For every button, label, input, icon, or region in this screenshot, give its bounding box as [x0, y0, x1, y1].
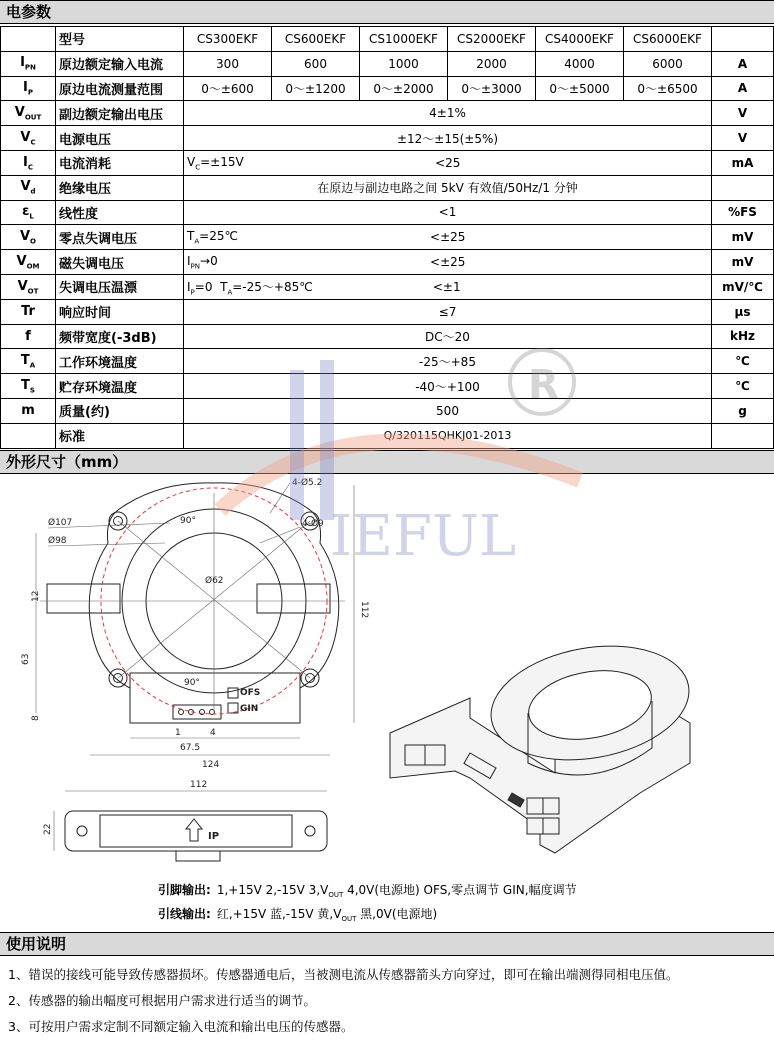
table-row: [1, 274, 774, 299]
param-name: 绝缘电压: [56, 175, 184, 200]
unit: mA: [712, 150, 774, 175]
cell-value: 0～±600: [184, 76, 272, 101]
param-name: 磁失调电压: [56, 250, 184, 275]
cell-value: -40～+100: [184, 374, 712, 399]
table-row: [1, 250, 774, 275]
sensor-3d-view: [390, 631, 698, 853]
table-row: [1, 51, 774, 76]
dim-d107: Ø107: [48, 518, 73, 528]
section-title-usage: 使用说明: [0, 932, 774, 956]
cell-value: -25～+85: [184, 349, 712, 374]
unit: mV: [712, 250, 774, 275]
table-row: [1, 150, 774, 175]
model-name: CS4000EKF: [536, 27, 624, 52]
cell-value: 0～±2000: [360, 76, 448, 101]
cell-value: 2000: [448, 51, 536, 76]
cell-value: 0～±1200: [272, 76, 360, 101]
table-row: [1, 349, 774, 374]
dim-d62: Ø62: [205, 576, 224, 586]
unit: [712, 175, 774, 200]
param-name: 原边额定输入电流: [56, 51, 184, 76]
cell-value: <±25: [272, 250, 712, 275]
cell-value: 0～±6500: [624, 76, 712, 101]
table-row-header: [1, 27, 774, 52]
dim-67-5: 67.5: [180, 743, 201, 753]
watermark-text: IEFUL: [330, 504, 517, 569]
param-name: 零点失调电压: [56, 225, 184, 250]
cell-value: <±25: [272, 225, 712, 250]
cell-value: 6000: [624, 51, 712, 76]
cell-value: ±12～±15(±5%): [184, 126, 712, 151]
dim-hole2: 4-Ø9: [302, 519, 324, 529]
dim-112-horizontal: 112: [190, 780, 208, 790]
cell-value: DC～20: [184, 324, 712, 349]
cell-value: 4000: [536, 51, 624, 76]
unit: V: [712, 126, 774, 151]
table-row: [1, 374, 774, 399]
table-row: [1, 324, 774, 349]
symbol: m: [1, 398, 56, 423]
unit: ℃: [712, 349, 774, 374]
symbol: $I_C$: [1, 150, 56, 175]
dim-angle: 90°: [184, 678, 200, 688]
symbol: $V_{OM}$: [1, 250, 56, 275]
symbol: $V_d$: [1, 175, 56, 200]
param-name: 标准: [56, 423, 184, 448]
param-name: 电源电压: [56, 126, 184, 151]
outline-drawing: [0, 473, 774, 935]
symbol: $V_{OT}$: [1, 274, 56, 299]
condition: $V_C=\pm 15V$: [184, 150, 272, 175]
cell-value: 1000: [360, 51, 448, 76]
cell-value: <25: [272, 150, 712, 175]
cell-value: ≤7: [184, 299, 712, 324]
param-name: 电流消耗: [56, 150, 184, 175]
unit: ℃: [712, 374, 774, 399]
symbol: Tr: [1, 299, 56, 324]
ip-arrow-label: IP: [208, 831, 220, 842]
param-name: 工作环境温度: [56, 349, 184, 374]
dim-124: 124: [202, 760, 220, 770]
model-name: CS2000EKF: [448, 27, 536, 52]
param-name: 失调电压温漂: [56, 274, 184, 299]
symbol: $I_{PN}$: [1, 51, 56, 76]
ofs-label: OFS: [240, 688, 261, 698]
table-row: [1, 423, 774, 448]
section-title-params: 电参数: [0, 0, 774, 24]
dim-22: 22: [43, 823, 53, 835]
unit: μs: [712, 299, 774, 324]
cell-value: 4±1%: [184, 101, 712, 126]
lead-output-line: 引线输出: 红,+15V 蓝,-15V 黄$,V_{OUT}$ 黑,0V(电源地): [158, 907, 438, 923]
dim-d98: Ø98: [48, 536, 67, 546]
dim-12: 12: [31, 590, 41, 602]
table-row: [1, 200, 774, 225]
symbol: $V_O$: [1, 225, 56, 250]
section-title-dimensions: 外形尺寸（mm）: [0, 450, 774, 474]
unit: A: [712, 51, 774, 76]
param-name: 响应时间: [56, 299, 184, 324]
cell-value: 0～±5000: [536, 76, 624, 101]
symbol: $T_A$: [1, 349, 56, 374]
dim-63: 63: [21, 653, 31, 665]
pin-output-line: 引脚输出: 1,+15V 2,-15V $3,V_{OUT}$ 4,0V(电源地) OFS,零点调节 GIN,幅度调节: [158, 883, 577, 899]
cell-value: Q/320115QHKJ01-2013: [184, 423, 712, 448]
table-row: [1, 225, 774, 250]
gin-label: GIN: [240, 704, 259, 714]
param-name: 原边电流测量范围: [56, 76, 184, 101]
unit: kHz: [712, 324, 774, 349]
unit: g: [712, 398, 774, 423]
table-row: [1, 126, 774, 151]
symbol: $\varepsilon_L$: [1, 200, 56, 225]
symbol: $V_{OUT}$: [1, 101, 56, 126]
registered-mark: R: [528, 362, 559, 408]
unit: mV: [712, 225, 774, 250]
condition: $I_P=0$ $T_A=-25\sim+85℃$: [184, 274, 360, 299]
cell-value: 600: [272, 51, 360, 76]
list-item: 2、传感器的输出幅度可根据用户需求进行适当的调节。: [8, 993, 316, 1008]
param-name: 线性度: [56, 200, 184, 225]
symbol: f: [1, 324, 56, 349]
param-name: 贮存环境温度: [56, 374, 184, 399]
cell-value: 300: [184, 51, 272, 76]
symbol: $T_S$: [1, 374, 56, 399]
param-name: 副边额定输出电压: [56, 101, 184, 126]
unit: V: [712, 101, 774, 126]
dim-hole: 4-Ø5.2: [292, 478, 323, 488]
cell-value: 0～±3000: [448, 76, 536, 101]
pin-label-4: 4: [210, 728, 216, 738]
condition: $I_{PN}\to 0$: [184, 250, 272, 275]
usage-notes: [8, 962, 678, 1040]
dim-angle: 90°: [180, 516, 196, 526]
unit: A: [712, 76, 774, 101]
param-name: 质量(约): [56, 398, 184, 423]
condition: $T_A=25℃$: [184, 225, 272, 250]
cell-value: <1: [184, 200, 712, 225]
dim-112-vertical: 112: [359, 601, 369, 619]
cell-value: 500: [184, 398, 712, 423]
model-name: CS300EKF: [184, 27, 272, 52]
model-name: CS600EKF: [272, 27, 360, 52]
cell-value: <±1: [360, 274, 712, 299]
table-row: [1, 398, 774, 423]
list-item: 1、错误的接线可能导致传感器损坏。传感器通电后，当被测电流从传感器箭头方向穿过，即可在输出端测得同相电压值。: [8, 967, 679, 982]
param-name: 频带宽度(-3dB): [56, 324, 184, 349]
table-row: [1, 175, 774, 200]
pin-label-1: 1: [175, 728, 181, 738]
table-row: [1, 101, 774, 126]
spec-table: [0, 26, 774, 449]
unit: mV/℃: [712, 274, 774, 299]
dim-8: 8: [31, 715, 41, 721]
model-label: 型号: [56, 27, 184, 52]
table-row: [1, 76, 774, 101]
model-name: CS6000EKF: [624, 27, 712, 52]
symbol: $V_C$: [1, 126, 56, 151]
model-name: CS1000EKF: [360, 27, 448, 52]
table-row: [1, 299, 774, 324]
unit: %FS: [712, 200, 774, 225]
symbol: $I_P$: [1, 76, 56, 101]
list-item: 3、可按用户需求定制不同额定输入电流和输出电压的传感器。: [8, 1019, 354, 1034]
cell-value: 在原边与副边电路之间 5kV 有效值/50Hz/1 分钟: [184, 175, 712, 200]
